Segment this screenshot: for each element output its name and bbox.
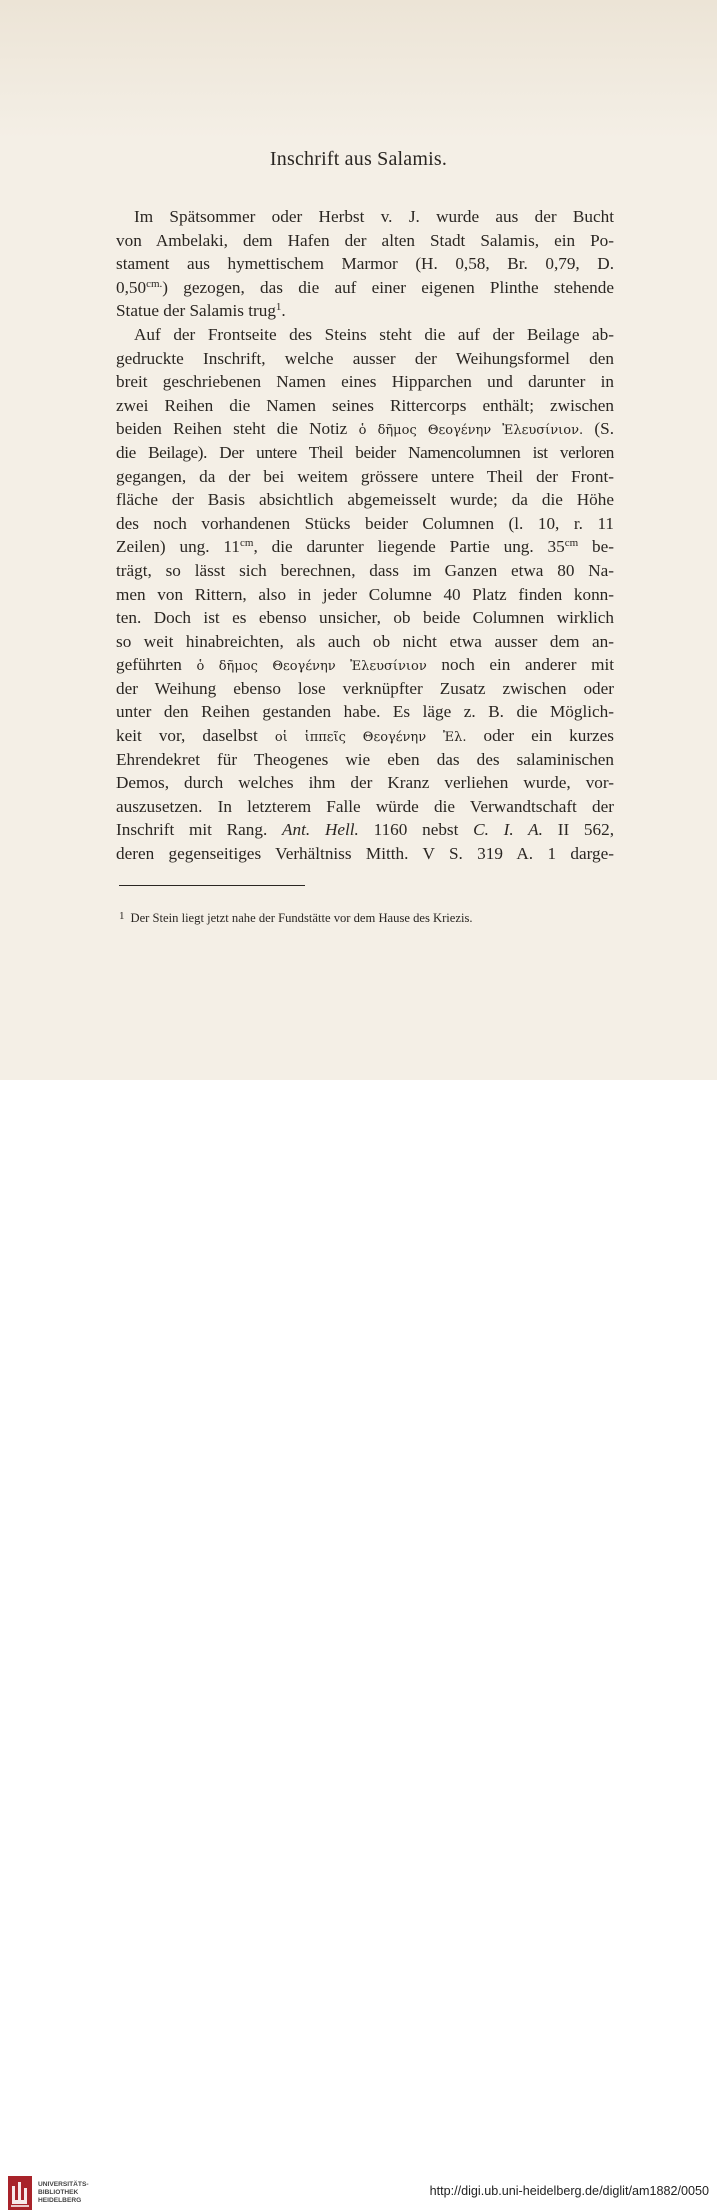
footnote-rule — [119, 885, 305, 886]
text-line: Demos, durch welches ihm der Kranz verliehen wurde, vor- — [116, 773, 614, 793]
text-run: be- — [578, 537, 614, 557]
text-line: deren gegenseitiges Verhältniss Mitth. V S. 319 A. 1 darge- — [116, 844, 614, 864]
text-run: (S. — [594, 419, 614, 439]
text-line: der Weihung ebenso lose verknüpfter Zusatz zwischen oder — [116, 678, 614, 698]
page-title: Inschrift aus Salamis. — [269, 148, 448, 170]
greek-text: οἱ ἱππεῖς Θεογένην Ἐλ. — [274, 730, 467, 746]
footnote — [119, 910, 609, 926]
library-line: UNIVERSITÄTS- — [38, 2181, 89, 2188]
text-line: auszusetzen. In letzterem Falle würde die Verwandtschaft der — [116, 796, 614, 816]
text-run: beiden Reihen steht die Notiz — [116, 419, 348, 439]
greek-text: ὁ δῆμος Θεογένην Ἐλευσίνιον — [196, 659, 427, 675]
footer-bar — [0, 1080, 717, 2204]
document-page — [0, 0, 717, 1080]
text-line: von Ambelaki, dem Hafen der alten Stadt Salamis, ein Po- — [116, 230, 614, 250]
text-run: II 562, — [557, 820, 615, 840]
text-run: keit vor, daselbst — [116, 726, 258, 746]
text-line — [116, 724, 614, 748]
superscript: cm — [239, 537, 254, 550]
text-line: fläche der Basis absichtlich abgemeisselt wurde; da die Höhe — [116, 490, 614, 510]
main-text — [116, 205, 614, 866]
university-logo-icon — [8, 2176, 32, 2210]
text-run: . — [281, 301, 286, 321]
source-url-link[interactable]: http://digi.ub.uni-heidelberg.de/diglit/am1882/0050 — [429, 2184, 709, 2198]
text-line — [116, 535, 614, 559]
italic-citation: Ant. Hell. — [282, 820, 359, 840]
text-line: men von Rittern, also in jeder Columne 40 Platz finden konn- — [116, 584, 614, 604]
text-line: gedruckte Inschrift, welche ausser der Weihungsformel den — [116, 348, 614, 368]
text-line: des noch vorhandenen Stücks beider Columnen (l. 10, r. 11 — [116, 513, 614, 533]
text-line — [116, 818, 614, 842]
text-run: noch ein anderer mit — [441, 655, 615, 675]
text-run: ) gezogen, das die auf einer eigenen Plinthe stehende — [162, 277, 614, 297]
text-line: gegangen, da der bei weitem grössere untere Theil der Front- — [116, 466, 614, 486]
text-line: ten. Doch ist es ebenso unsicher, ob beide Columnen wirklich — [116, 608, 614, 628]
page-bleed-through — [0, 0, 717, 140]
footnote-ref: 1 — [275, 301, 282, 314]
text-line: Ehrendekret für Theogenes wie eben das des salaminischen — [116, 749, 614, 769]
text-line: trägt, so lässt sich berechnen, dass im Ganzen etwa 80 Na- — [116, 560, 614, 580]
text-line — [116, 417, 614, 441]
text-line: so weit hinabreichten, als auch ob nicht etwa ausser dem an- — [116, 631, 614, 651]
text-line: Auf der Frontseite des Steins steht die auf der Beilage ab- — [134, 324, 614, 344]
text-run: Statue der Salamis trug — [116, 301, 276, 321]
text-line: breit geschriebenen Namen eines Hipparchen und darunter in — [116, 372, 614, 392]
italic-citation: C. I. A. — [473, 820, 543, 840]
superscript: cm — [564, 537, 579, 550]
text-line: unter den Reihen gestanden habe. Es läge z. B. die Möglich- — [116, 702, 614, 722]
library-line: HEIDELBERG — [38, 2196, 82, 2204]
library-name — [38, 2181, 89, 2204]
footnote-number: 1 — [119, 910, 125, 922]
text-run: 0,50 — [116, 277, 147, 297]
text-run: , die darunter liegende Partie ung. 35 — [253, 537, 565, 557]
text-line — [116, 299, 614, 323]
text-run: geführten — [116, 655, 182, 675]
text-line: Im Spätsommer oder Herbst v. J. wurde aus der Bucht — [134, 207, 614, 226]
text-line: die Beilage). Der untere Theil beider Namencolumnen ist verloren — [116, 442, 614, 462]
text-line — [116, 653, 614, 677]
text-run: Zeilen) ung. 11 — [116, 537, 240, 557]
greek-text: ὁ δῆμος Θεογένην Ἐλευσίνιον. — [358, 423, 584, 439]
footnote-text: Der Stein liegt jetzt nahe der Fundstätte vor dem Hause des Kriezis. — [130, 911, 473, 925]
text-line: zwei Reihen die Namen seines Rittercorps enthält; zwischen — [116, 395, 614, 415]
text-run: oder ein kurzes — [483, 726, 615, 746]
library-line: BIBLIOTHEK — [38, 2188, 79, 2196]
text-line: stament aus hymettischem Marmor (H. 0,58, Br. 0,79, D. — [116, 254, 614, 274]
text-line — [116, 276, 614, 300]
superscript: cm. — [146, 277, 163, 290]
text-run: 1160 nebst — [373, 820, 459, 840]
text-run: Inschrift mit Rang. — [116, 820, 268, 840]
